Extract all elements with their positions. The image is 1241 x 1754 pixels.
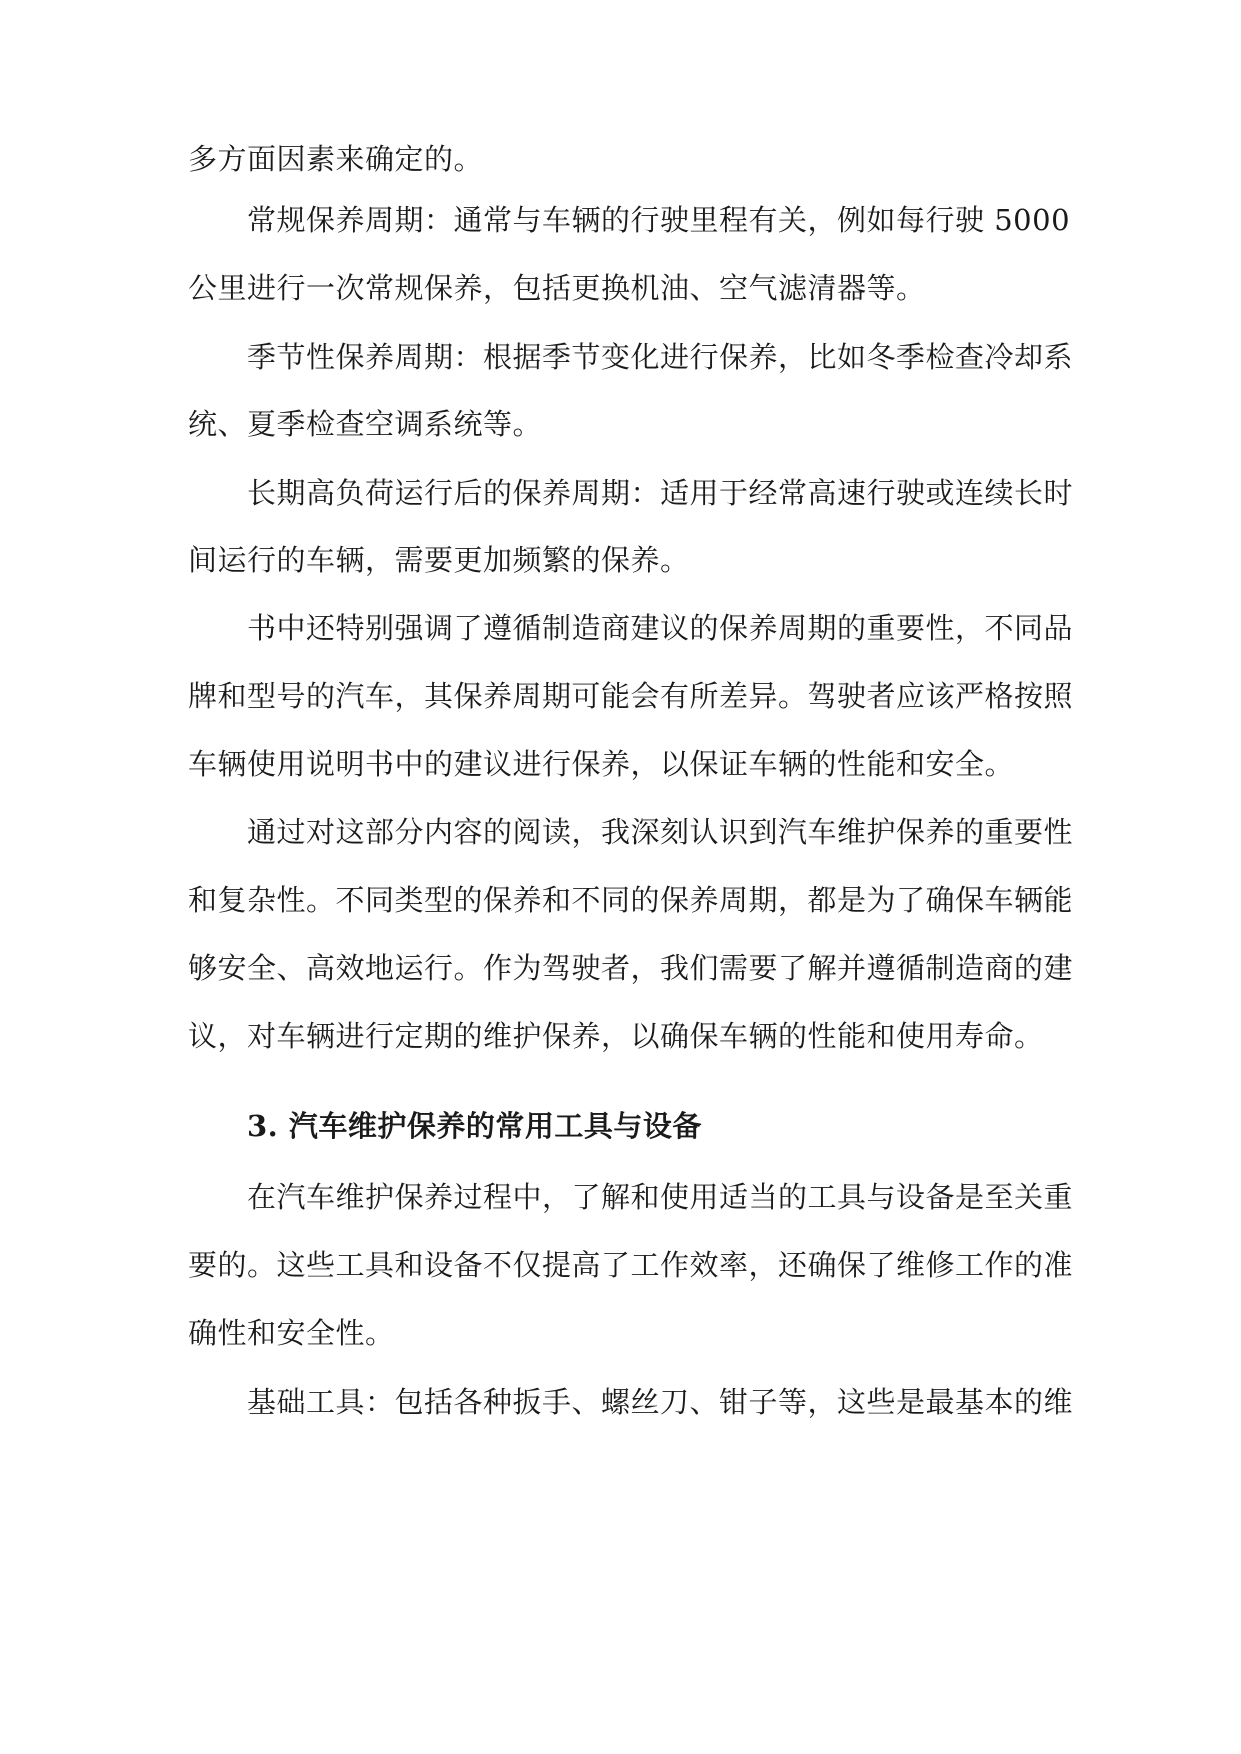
text-line: 和复杂性。不同类型的保养和不同的保养周期，都是为了确保车辆能 bbox=[188, 883, 1074, 917]
text-line: 够安全、高效地运行。作为驾驶者，我们需要了解并遵循制造商的建 bbox=[188, 951, 1074, 985]
paragraph-reflection: 通过对这部分内容的阅读，我深刻认识到汽车维护保养的重要性 bbox=[247, 815, 1074, 849]
text-line: 确性和安全性。 bbox=[188, 1316, 395, 1350]
paragraph-manufacturer-advice: 书中还特别强调了遵循制造商建议的保养周期的重要性，不同品 bbox=[247, 611, 1074, 645]
text-line: 议，对车辆进行定期的维护保养，以确保车辆的性能和使用寿命。 bbox=[188, 1019, 1044, 1053]
paragraph-seasonal-maintenance: 季节性保养周期：根据季节变化进行保养，比如冬季检查冷却系 bbox=[247, 340, 1074, 374]
paragraph-regular-maintenance: 常规保养周期：通常与车辆的行驶里程有关，例如每行驶 5000 bbox=[247, 203, 1071, 237]
text-line: 间运行的车辆，需要更加频繁的保养。 bbox=[188, 543, 690, 577]
text-line: 公里进行一次常规保养，包括更换机油、空气滤清器等。 bbox=[188, 271, 926, 305]
section-heading: 3. 汽车维护保养的常用工具与设备 bbox=[247, 1109, 702, 1143]
text-line: 车辆使用说明书中的建议进行保养，以保证车辆的性能和安全。 bbox=[188, 747, 1015, 781]
text-line: 要的。这些工具和设备不仅提高了工作效率，还确保了维修工作的准 bbox=[188, 1248, 1074, 1282]
text-line: 统、夏季检查空调系统等。 bbox=[188, 407, 543, 441]
text-line: 多方面因素来确定的。 bbox=[188, 142, 484, 176]
paragraph-heavy-load-maintenance: 长期高负荷运行后的保养周期：适用于经常高速行驶或连续长时 bbox=[247, 476, 1074, 510]
text-line: 牌和型号的汽车，其保养周期可能会有所差异。驾驶者应该严格按照 bbox=[188, 679, 1074, 713]
paragraph-tools-intro: 在汽车维护保养过程中，了解和使用适当的工具与设备是至关重 bbox=[247, 1180, 1074, 1214]
paragraph-basic-tools: 基础工具：包括各种扳手、螺丝刀、钳子等，这些是最基本的维 bbox=[247, 1385, 1074, 1419]
